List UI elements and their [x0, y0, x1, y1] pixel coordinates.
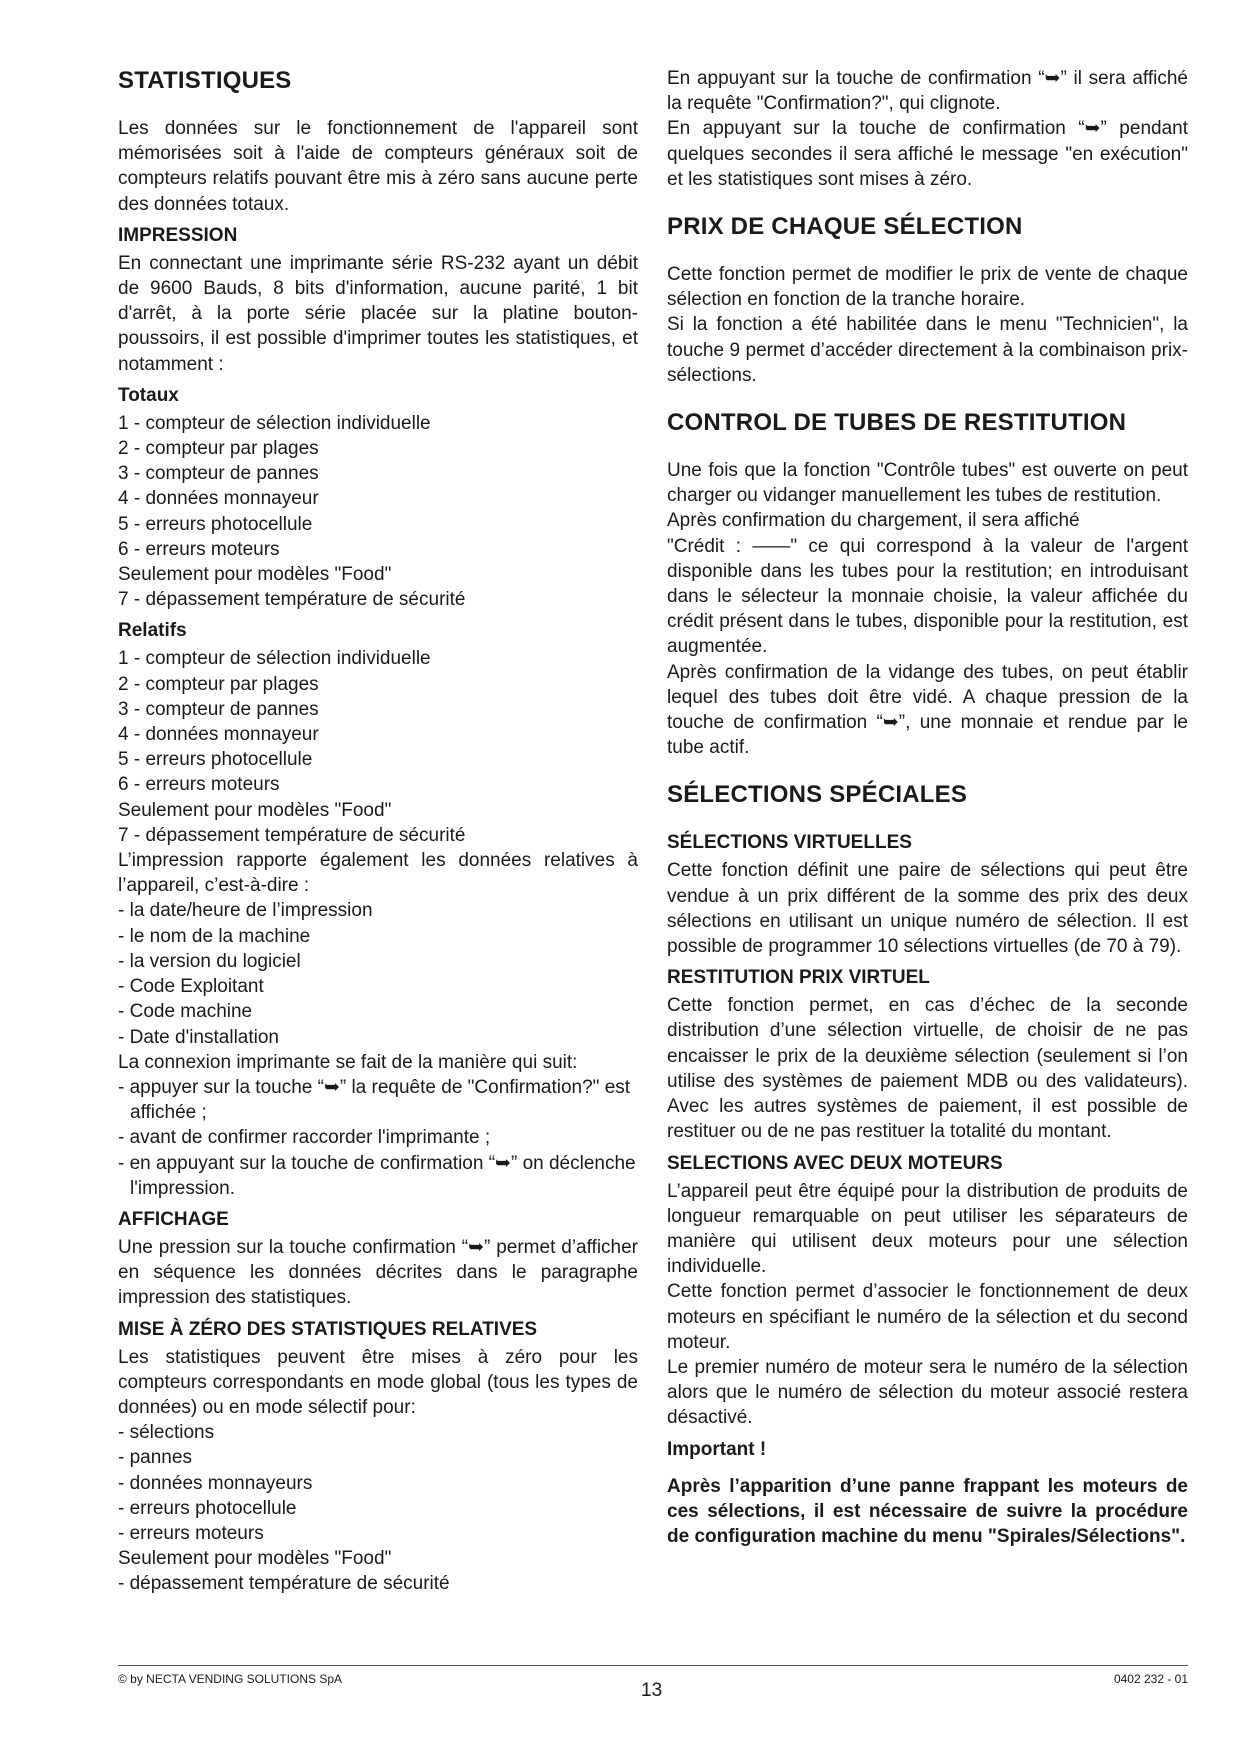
- list-item: - Date d'installation: [118, 1026, 279, 1048]
- connexion-steps: [118, 1075, 638, 1201]
- list-item: 3 - compteur de pannes: [118, 463, 319, 485]
- list-item: 5 - erreurs photocellule: [118, 513, 313, 535]
- important-label: Important !: [667, 1438, 767, 1460]
- heading-selections-virtuelles: SÉLECTIONS VIRTUELLES: [667, 832, 912, 854]
- list-item: - avant de confirmer raccorder l'imprimante ;: [118, 1127, 491, 1149]
- impression-data-list: [118, 898, 638, 1049]
- heading-selections-deux-moteurs: SELECTIONS AVEC DEUX MOTEURS: [667, 1152, 1003, 1174]
- confirm-paragraph-2: En appuyant sur la touche de confirmation “➥” pendant quelques secondes il sera affiché le message "en exécution" et les statistiques sont mises à zéro.: [667, 118, 1188, 190]
- moteurs-paragraph-3: Le premier numéro de moteur sera le numéro de la sélection alors que le numéro de sélection du moteur associé restera désactivé.: [667, 1356, 1188, 1429]
- list-item: - la date/heure de l’impression: [118, 900, 373, 922]
- control-paragraph-3: "Crédit : ——" ce qui correspond à la valeur de l'argent disponible dans les tubes pour la restitution; en introduisant dans le sélecteur la monnaie choisie, la valeur affichée du crédit présent dans le tubes, disponible pour la restitution, est augmentée.: [667, 535, 1188, 658]
- page-number: 13: [641, 1680, 663, 1701]
- right-column: [667, 66, 1188, 1549]
- list-item: 4 - données monnayeur: [118, 488, 319, 510]
- list-item: 1 - compteur de sélection individuelle: [118, 648, 431, 670]
- list-item: - erreurs photocellule: [118, 1497, 297, 1519]
- list-item: 6 - erreurs moteurs: [118, 538, 280, 560]
- impression-also-text: L’impression rapporte également les données relatives à l’appareil, c’est-à-dire :: [118, 850, 638, 897]
- list-item: - pannes: [118, 1447, 192, 1469]
- heading-restitution-prix-virtuel: RESTITUTION PRIX VIRTUEL: [667, 967, 930, 989]
- heading-relatifs: Relatifs: [118, 620, 187, 642]
- impression-text: En connectant une imprimante série RS-232 ayant un débit de 9600 Bauds, 8 bits d'information, aucune parité, 1 bit d'arrêt, à la porte série placée sur la platine bouton-poussoirs, il est possible d'imprimer toutes les statistiques, et notamment :: [118, 252, 638, 375]
- virtuelles-text: Cette fonction définit une paire de sélections qui peut être vendue à un prix différent de la somme des prix des deux sélections en utilisant un unique numéro de sélection. Il est possible de programmer 10 sélections virtuelles (de 70 à 79).: [667, 860, 1188, 958]
- list-item: - le nom de la machine: [118, 925, 311, 947]
- important-text: Après l’apparition d’une panne frappant les moteurs de ces sélections, il est nécessaire de suivre la procédure de configuration machine du menu "Spirales/Sélections".: [667, 1475, 1188, 1548]
- list-item: - en appuyant sur la touche de confirmation “➥” on déclenche l'impression.: [118, 1152, 636, 1199]
- section-title-selections-speciales: SÉLECTIONS SPÉCIALES: [667, 781, 968, 809]
- prix-paragraph-2: Si la fonction a été habilitée dans le menu "Technicien", la touche 9 permet d’accéder directement à la combinaison prix-sélections.: [667, 314, 1188, 386]
- list-item: - données monnayeurs: [118, 1472, 313, 1494]
- totaux-list: [118, 411, 638, 613]
- heading-totaux: Totaux: [118, 384, 179, 406]
- list-item: 4 - données monnayeur: [118, 724, 319, 746]
- list-item: Seulement pour modèles "Food": [118, 1548, 392, 1570]
- prix-paragraph-1: Cette fonction permet de modifier le prix de vente de chaque sélection en fonction de la tranche horaire.: [667, 264, 1188, 311]
- list-item: 7 - dépassement température de sécurité: [118, 824, 466, 846]
- moteurs-paragraph-1: L’appareil peut être équipé pour la distribution de produits de longueur remarquable on peut utiliser les séparateurs de manière qui utilisent deux moteurs pour une sélection individuelle.: [667, 1180, 1188, 1278]
- list-item: - erreurs moteurs: [118, 1522, 264, 1544]
- relatifs-list: [118, 646, 638, 848]
- list-item: - dépassement température de sécurité: [118, 1573, 450, 1595]
- section-title-control-tubes: CONTROL DE TUBES DE RESTITUTION: [667, 409, 1127, 437]
- heading-mise-a-zero: MISE À ZÉRO DES STATISTIQUES RELATIVES: [118, 1318, 538, 1340]
- control-paragraph-1: Une fois que la fonction "Contrôle tubes" est ouverte on peut charger ou vidanger manuellement les tubes de restitution.: [667, 460, 1188, 507]
- list-item: 7 - dépassement température de sécurité: [118, 589, 466, 611]
- list-item: 5 - erreurs photocellule: [118, 749, 313, 771]
- list-item: 1 - compteur de sélection individuelle: [118, 412, 431, 434]
- mise-a-zero-text: Les statistiques peuvent être mises à zéro pour les compteurs correspondants en mode global (tous les types de données) ou en mode sélectif pour:: [118, 1346, 638, 1418]
- list-item: 6 - erreurs moteurs: [118, 774, 280, 796]
- control-paragraph-2: Après confirmation du chargement, il sera affiché: [667, 510, 1080, 532]
- list-item: 2 - compteur par plages: [118, 673, 319, 695]
- list-item: Seulement pour modèles "Food": [118, 799, 392, 821]
- confirm-paragraph-1: En appuyant sur la touche de confirmation “➥” il sera affiché la requête "Confirmation?", qui clignote.: [667, 68, 1188, 115]
- list-item: Seulement pour modèles "Food": [118, 564, 392, 586]
- list-item: - appuyer sur la touche “➥” la requête de "Confirmation?" est affichée ;: [118, 1076, 631, 1124]
- footer-divider: [118, 1665, 1188, 1666]
- list-item: - Code machine: [118, 1001, 253, 1023]
- affichage-text: Une pression sur la touche confirmation “➥” permet d’afficher en séquence les données décrites dans le paragraphe impression des statistiques.: [118, 1236, 638, 1309]
- footer-doc-code: 0402 232 - 01: [1113, 1672, 1188, 1686]
- mise-a-zero-list: [118, 1420, 638, 1596]
- list-item: 3 - compteur de pannes: [118, 698, 319, 720]
- moteurs-paragraph-2: Cette fonction permet d’associer le fonctionnement de deux moteurs en spécifiant le numéro de la sélection et du second moteur.: [667, 1281, 1188, 1353]
- restitution-text: Cette fonction permet, en cas d’échec de la seconde distribution d’une sélection virtuelle, de choisir de ne pas encaisser le prix de la deuxième sélection (seulement si l’on utilise des systèmes de paiement MDB ou des validateurs). Avec les autres systèmes de paiement, il est possible de restituer ou de ne pas restituer la totalité du montant.: [667, 995, 1188, 1143]
- list-item: 2 - compteur par plages: [118, 438, 319, 460]
- connexion-text: La connexion imprimante se fait de la manière qui suit:: [118, 1051, 578, 1073]
- list-item: - la version du logiciel: [118, 950, 301, 972]
- heading-impression: IMPRESSION: [118, 224, 238, 246]
- list-item: - Code Exploitant: [118, 976, 264, 998]
- section-title-prix: PRIX DE CHAQUE SÉLECTION: [667, 213, 1023, 241]
- footer-copyright: © by NECTA VENDING SOLUTIONS SpA: [118, 1672, 343, 1686]
- left-column: [118, 66, 638, 1597]
- statistiques-intro: Les données sur le fonctionnement de l'appareil sont mémorisées soit à l'aide de compteurs généraux soit de compteurs relatifs pouvant être mis à zéro sans aucune perte des données totaux.: [118, 118, 638, 215]
- heading-affichage: AFFICHAGE: [118, 1208, 229, 1230]
- list-item: - sélections: [118, 1422, 215, 1444]
- control-paragraph-4: Après confirmation de la vidange des tubes, on peut établir lequel des tubes doit être vidé. A chaque pression de la touche de confirmation “➥”, une monnaie et rendue par le tube actif.: [667, 661, 1188, 759]
- section-title-statistiques: STATISTIQUES: [118, 67, 292, 94]
